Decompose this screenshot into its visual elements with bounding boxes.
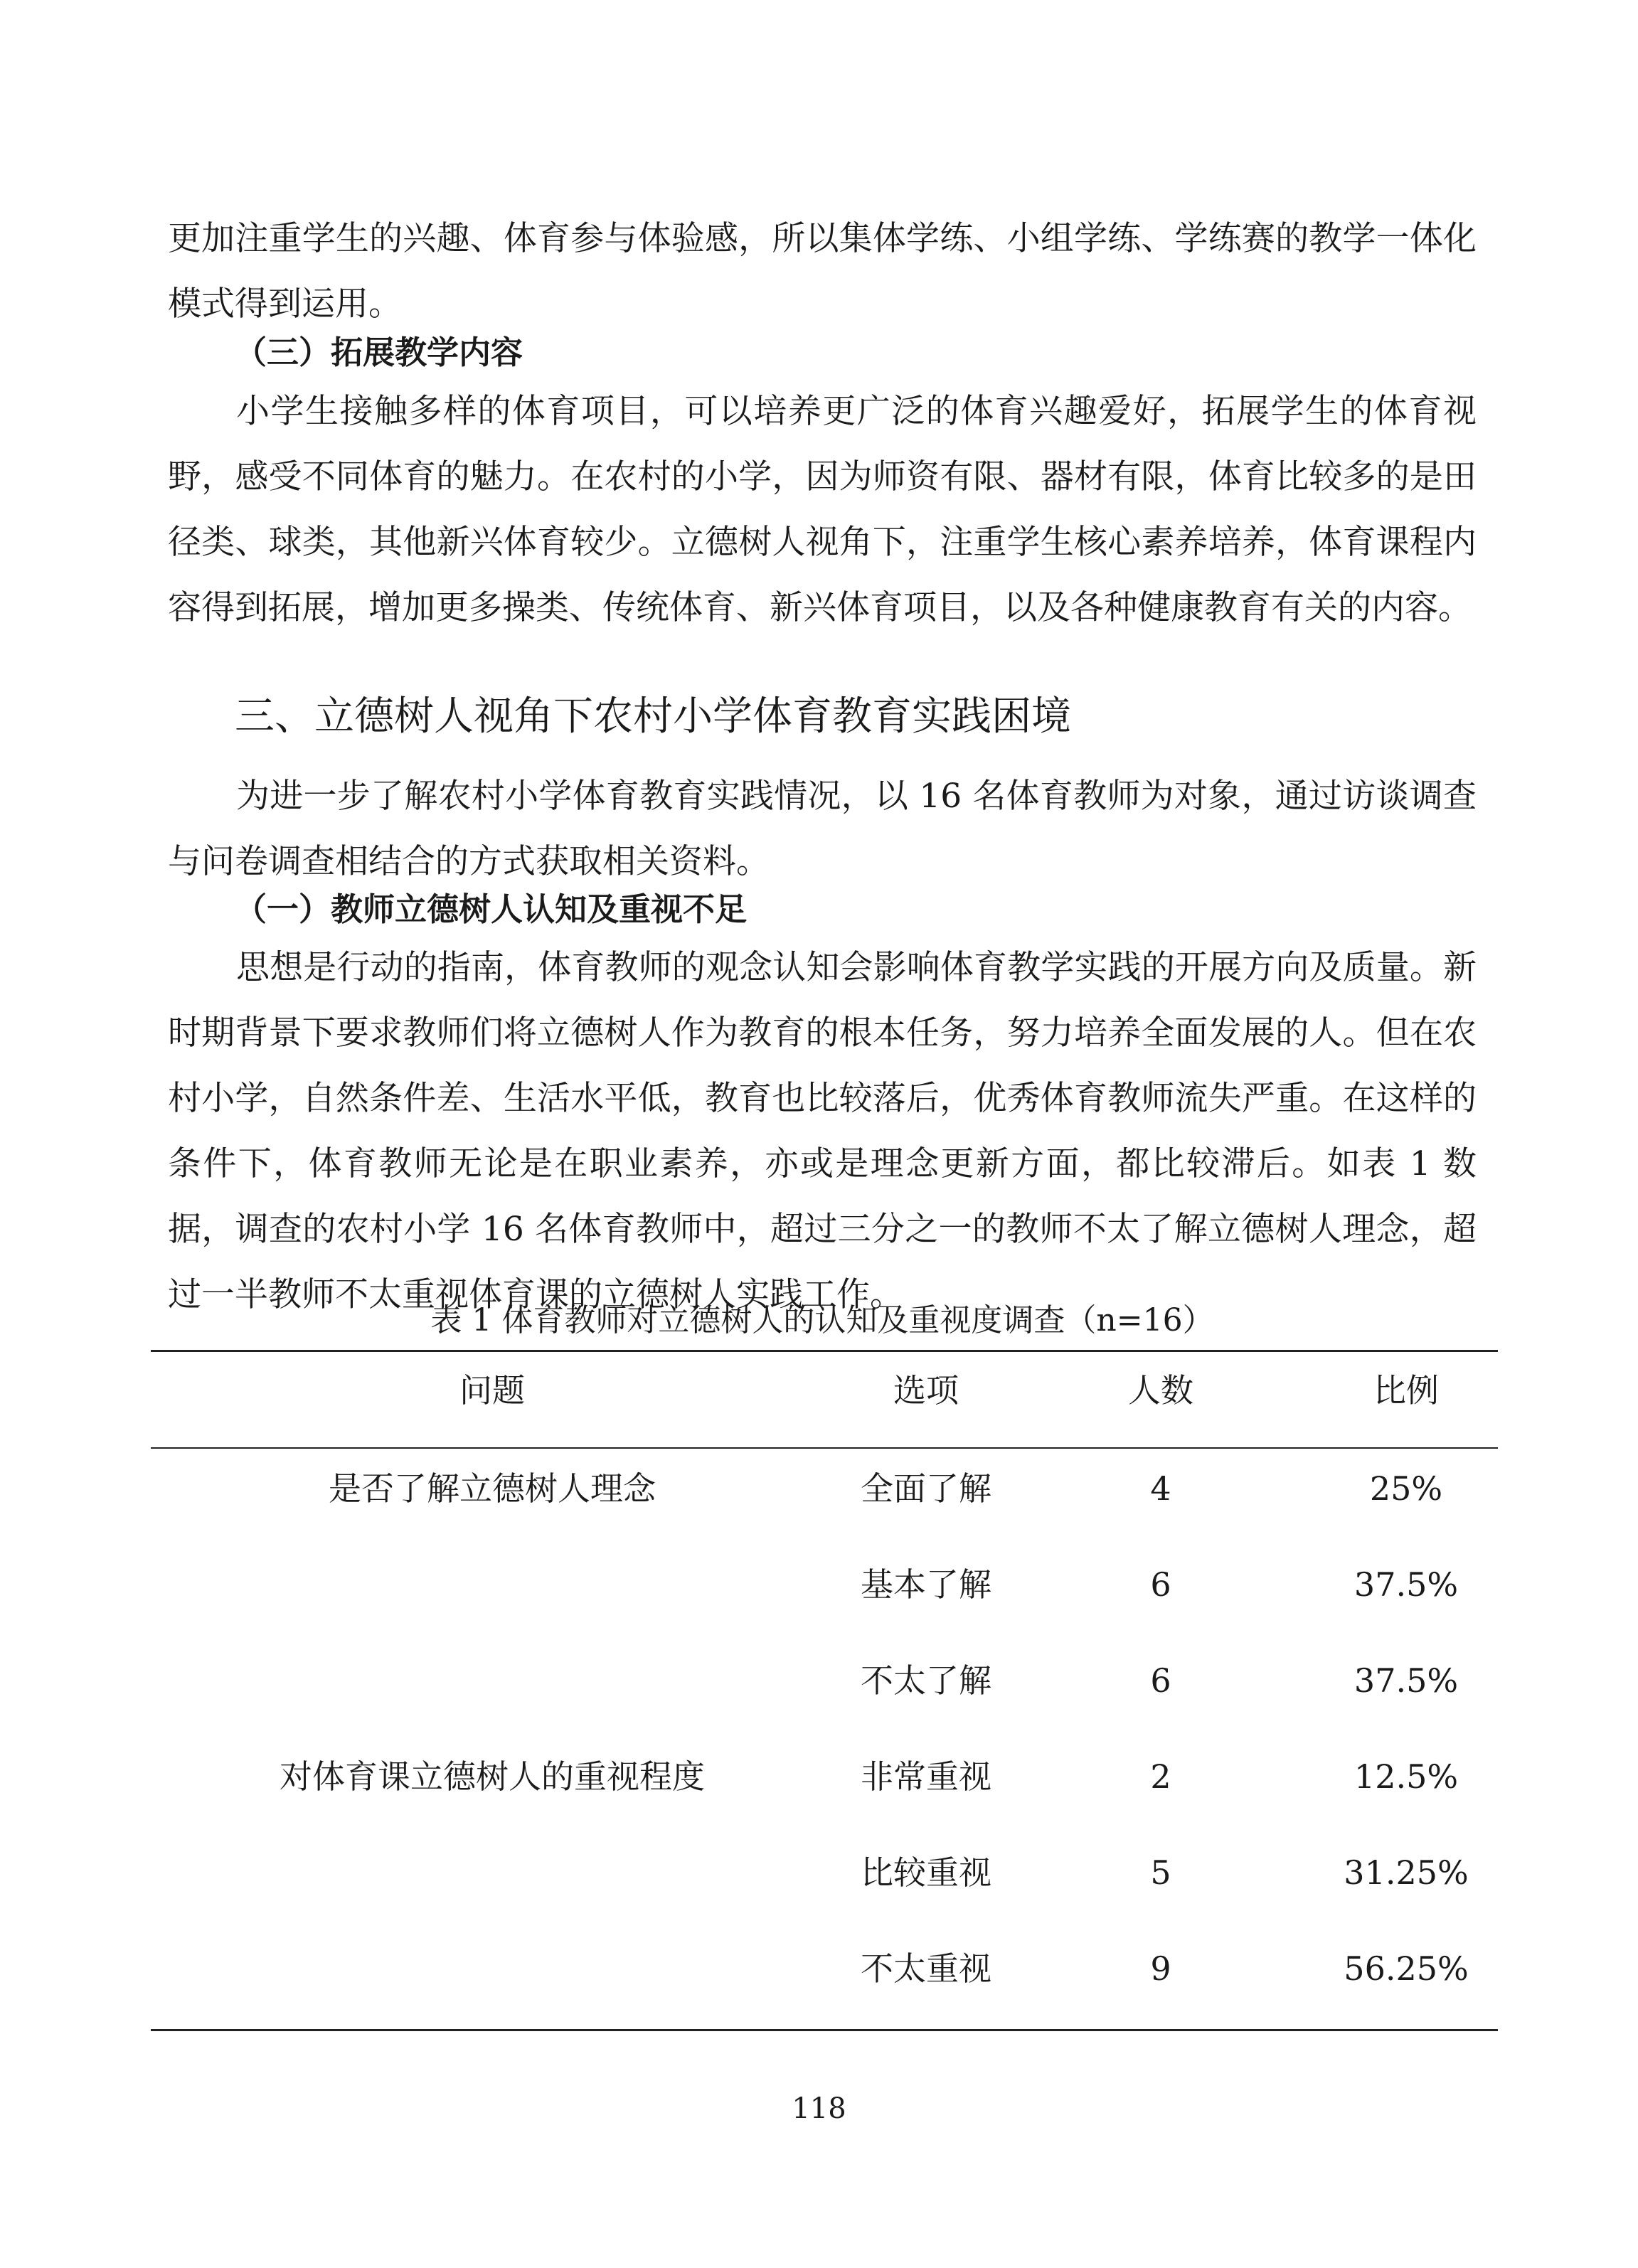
row-option: 不太了解 (861, 1661, 991, 1700)
row-option: 非常重视 (861, 1757, 991, 1796)
table-header-rule (151, 1447, 1498, 1449)
page-number: 118 (792, 2092, 846, 2125)
header-option: 选项 (893, 1371, 959, 1410)
table-bottom-rule (151, 2029, 1498, 2031)
row-option: 全面了解 (861, 1469, 991, 1508)
subheading-expand-content: （三）拓展教学内容 (235, 334, 523, 371)
row-ratio: 37.5% (1354, 1565, 1459, 1604)
row-ratio: 37.5% (1354, 1661, 1459, 1700)
row-option: 比较重视 (861, 1853, 991, 1892)
row-count: 9 (1150, 1949, 1171, 1988)
row-question: 对体育课立德树人的重视程度 (280, 1757, 705, 1796)
paragraph-teacher-awareness: 思想是行动的指南，体育教师的观念认知会影响体育教学实践的开展方向及质量。新时期背景下要求教师们将立德树人作为教育的根本任务，努力培养全面发展的人。但在农村小学，自然条件差、生活水平低，教育也比较落后，优秀体育教师流失严重。在这样的条件下，体育教师无论是在职业素养，亦或是理念更新方面，都比较滞后。如表 1 数据，调查的农村小学 16 名体育教师中，超过三分之一的教师不太了解立德树人理念，超过一半教师不太重视体育课的立德树人实践工作。 (168, 948, 1477, 1314)
table-caption: 表 1 体育教师对立德树人的认知及重视度调查（n=16） (430, 1302, 1214, 1338)
row-ratio: 56.25% (1344, 1949, 1469, 1988)
row-option: 不太重视 (861, 1949, 991, 1988)
header-question: 问题 (459, 1371, 525, 1410)
row-count: 6 (1150, 1661, 1171, 1700)
row-ratio: 12.5% (1354, 1757, 1459, 1796)
row-count: 4 (1150, 1469, 1171, 1508)
row-count: 5 (1150, 1853, 1171, 1892)
row-question: 是否了解立德树人理念 (329, 1469, 656, 1508)
header-count: 人数 (1128, 1371, 1193, 1410)
section-heading: 三、立德树人视角下农村小学体育教育实践困境 (235, 693, 1071, 740)
paragraph-continued: 更加注重学生的兴趣、体育参与体验感，所以集体学练、小组学练、学练赛的教学一体化模式得到运用。 (168, 219, 1477, 324)
row-option: 基本了解 (861, 1565, 991, 1604)
row-count: 6 (1150, 1565, 1171, 1604)
paragraph-survey-intro: 为进一步了解农村小学体育教育实践情况，以 16 名体育教师为对象，通过访谈调查与问卷调查相结合的方式获取相关资料。 (168, 777, 1477, 881)
row-count: 2 (1150, 1757, 1171, 1796)
header-ratio: 比例 (1373, 1371, 1439, 1410)
paragraph-expand-content: 小学生接触多样的体育项目，可以培养更广泛的体育兴趣爱好，拓展学生的体育视野，感受不同体育的魅力。在农村的小学，因为师资有限、器材有限，体育比较多的是田径类、球类，其他新兴体育较少。立德树人视角下，注重学生核心素养培养，体育课程内容得到拓展，增加更多操类、传统体育、新兴体育项目，以及各种健康教育有关的内容。 (168, 392, 1477, 627)
row-ratio: 25% (1369, 1469, 1443, 1508)
subheading-teacher-awareness: （一）教师立德树人认知及重视不足 (235, 890, 748, 928)
table-top-rule (151, 1350, 1498, 1352)
row-ratio: 31.25% (1344, 1853, 1469, 1892)
